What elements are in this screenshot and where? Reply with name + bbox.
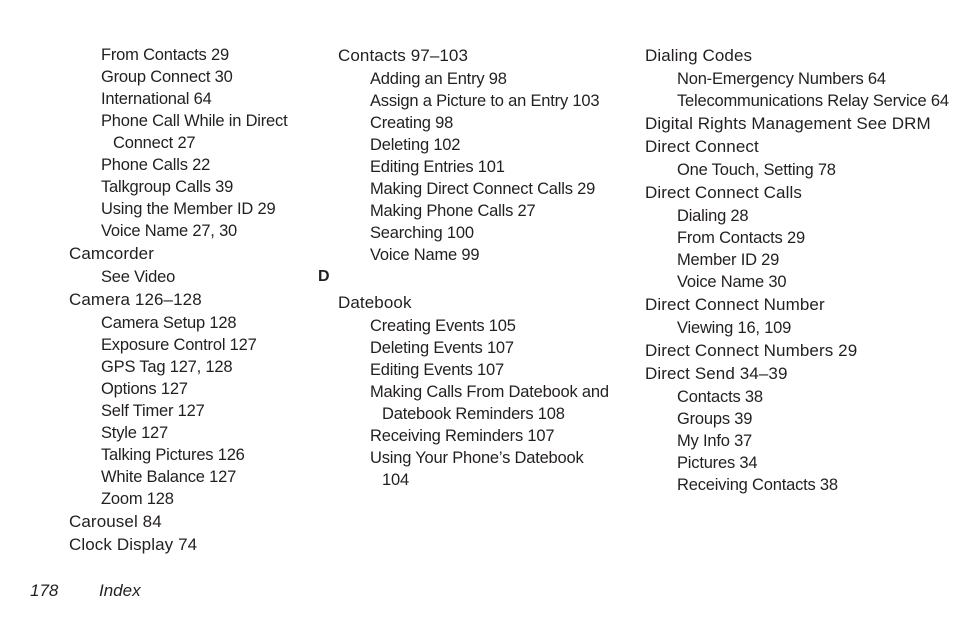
index-entry: Camera 126–128 xyxy=(69,290,202,309)
index-entry: Datebook xyxy=(338,293,412,312)
index-subentry: International 64 xyxy=(101,90,212,108)
index-subentry: See Video xyxy=(101,268,176,286)
index-subentry: Receiving Reminders 107 xyxy=(370,427,555,445)
index-subentry: Creating 98 xyxy=(370,114,454,132)
index-subentry: Using Your Phone’s Datebook 104 xyxy=(370,449,584,489)
index-subentry: Dialing 28 xyxy=(677,207,749,225)
index-subentry: Group Connect 30 xyxy=(101,68,233,86)
index-subentry: Options 127 xyxy=(101,380,188,398)
index-column-3 xyxy=(645,44,950,496)
index-subentry: Contacts 38 xyxy=(677,388,763,406)
index-subentry: White Balance 127 xyxy=(101,468,237,486)
index-column-2 xyxy=(318,44,613,491)
index-subentry: Searching 100 xyxy=(370,224,474,242)
index-column-1 xyxy=(69,44,331,557)
index-subentry: Phone Call While in Direct Connect 27 xyxy=(101,112,288,152)
index-subentry: Receiving Contacts 38 xyxy=(677,476,838,494)
index-entry: Direct Connect Number xyxy=(645,295,825,314)
page-footer xyxy=(30,580,141,602)
section-title: Index xyxy=(99,581,141,600)
index-subentry: From Contacts 29 xyxy=(101,46,229,64)
index-entry: Digital Rights Management See DRM xyxy=(645,114,931,133)
index-letter-heading: D xyxy=(318,268,330,285)
index-subentry: Pictures 34 xyxy=(677,454,758,472)
index-subentry: Non-Emergency Numbers 64 xyxy=(677,70,886,88)
index-entry: Contacts 97–103 xyxy=(338,46,469,65)
index-subentry: Zoom 128 xyxy=(101,490,174,508)
index-subentry: Viewing 16, 109 xyxy=(677,319,792,337)
index-entry: Direct Connect Numbers 29 xyxy=(645,341,858,360)
index-subentry: My Info 37 xyxy=(677,432,753,450)
index-subentry: Deleting 102 xyxy=(370,136,461,154)
index-entry: Direct Connect Calls xyxy=(645,183,802,202)
index-subentry: Member ID 29 xyxy=(677,251,780,269)
index-subentry: Making Phone Calls 27 xyxy=(370,202,536,220)
index-subentry: Editing Events 107 xyxy=(370,361,504,379)
index-subentry: Talkgroup Calls 39 xyxy=(101,178,234,196)
index-entry: Direct Connect xyxy=(645,137,759,156)
index-subentry: Using the Member ID 29 xyxy=(101,200,276,218)
index-subentry: Deleting Events 107 xyxy=(370,339,514,357)
index-subentry: Phone Calls 22 xyxy=(101,156,211,174)
index-entry: Carousel 84 xyxy=(69,512,162,531)
index-subentry: Voice Name 30 xyxy=(677,273,787,291)
index-subentry: Talking Pictures 126 xyxy=(101,446,245,464)
index-subentry: From Contacts 29 xyxy=(677,229,805,247)
index-entry: Camcorder xyxy=(69,244,154,263)
index-subentry: Exposure Control 127 xyxy=(101,336,257,354)
index-entry: Direct Send 34–39 xyxy=(645,364,788,383)
index-entry: Dialing Codes xyxy=(645,46,753,65)
index-subentry: One Touch, Setting 78 xyxy=(677,161,836,179)
index-subentry: Self Timer 127 xyxy=(101,402,205,420)
index-subentry: Adding an Entry 98 xyxy=(370,70,507,88)
index-subentry: Style 127 xyxy=(101,424,168,442)
index-entry: Clock Display 74 xyxy=(69,535,198,554)
index-subentry: Groups 39 xyxy=(677,410,753,428)
index-subentry: Making Direct Connect Calls 29 xyxy=(370,180,596,198)
page-number: 178 xyxy=(30,581,59,600)
index-subentry: GPS Tag 127, 128 xyxy=(101,358,233,376)
index-subentry: Creating Events 105 xyxy=(370,317,516,335)
index-subentry: Editing Entries 101 xyxy=(370,158,505,176)
index-subentry: Voice Name 99 xyxy=(370,246,480,264)
index-subentry: Camera Setup 128 xyxy=(101,314,237,332)
index-subentry: Assign a Picture to an Entry 103 xyxy=(370,92,600,110)
index-subentry: Voice Name 27, 30 xyxy=(101,222,238,240)
index-subentry: Making Calls From Datebook and Datebook Reminders 108 xyxy=(370,383,609,423)
index-subentry: Telecommunications Relay Service 64 xyxy=(677,92,949,110)
